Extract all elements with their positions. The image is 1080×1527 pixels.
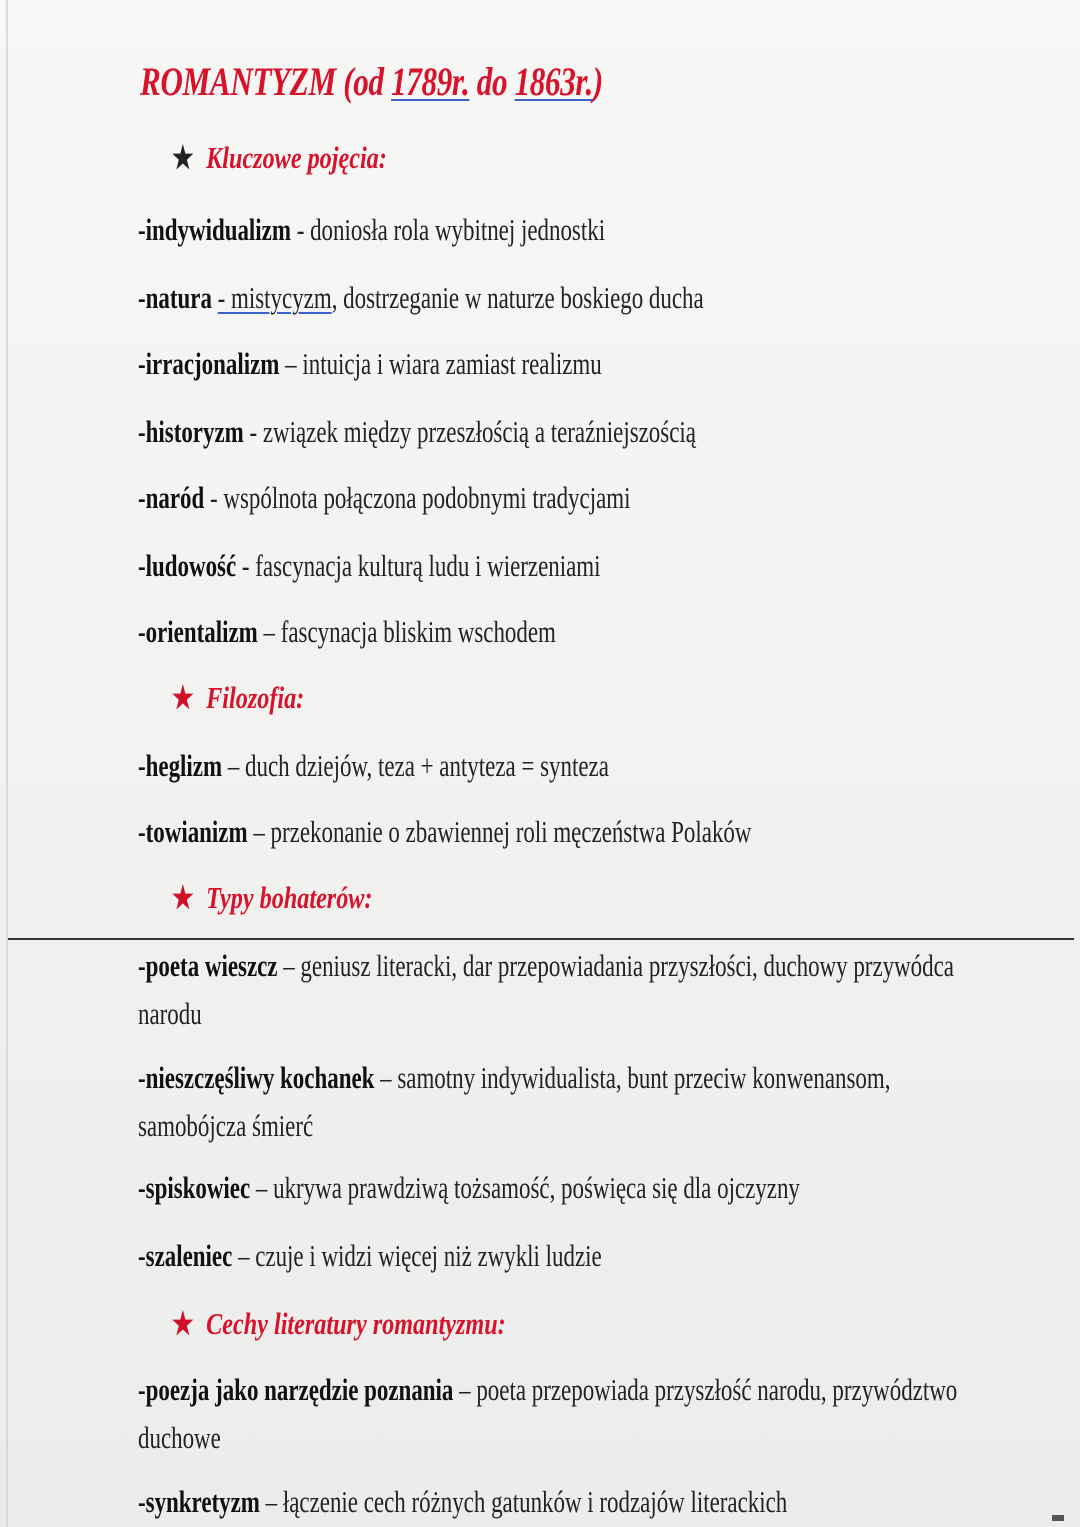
entry-historyzm: -historyzm - związek między przeszłością a teraźniejszością xyxy=(138,414,696,449)
heading-bohaterowie: ★ Typy bohaterów: xyxy=(172,880,373,915)
entry-poeta-wieszcz: -poeta wieszcz – geniusz literacki, dar przepowiadania przyszłości, duchowy przywódca narodu xyxy=(138,948,954,1031)
page-fold-divider xyxy=(8,938,1074,940)
heading-kluczowe: ★ Kluczowe pojęcia: xyxy=(172,140,387,175)
heading-cechy: ★ Cechy literatury romantyzmu: xyxy=(172,1306,506,1341)
entry-szaleniec: -szaleniec – czuje i widzi więcej niż zwykli ludzie xyxy=(138,1238,602,1273)
entry-irracjonalizm: -irracjonalizm – intuicja i wiara zamiast realizmu xyxy=(138,346,602,381)
page-title: ROMANTYZM (od 1789r. do 1863r.) xyxy=(140,59,603,104)
heading-filozofia: ★ Filozofia: xyxy=(172,680,305,715)
page-edge xyxy=(6,0,8,1527)
scan-artifact xyxy=(1052,1515,1064,1521)
title-year-start: 1789r. xyxy=(391,59,470,104)
entry-narod: -naród - wspólnota połączona podobnymi tradycjami xyxy=(138,480,631,515)
entry-poezja-narzedzie: -poezja jako narzędzie poznania – poeta przepowiada przyszłość narodu, przywództwo duchowe xyxy=(138,1372,958,1455)
entry-ludowosc: -ludowość - fascynacja kulturą ludu i wierzeniami xyxy=(138,548,601,583)
star-icon: ★ xyxy=(172,680,194,715)
entry-orientalizm: -orientalizm – fascynacja bliskim wschodem xyxy=(138,614,556,649)
entry-synkretyzm: -synkretyzm – łączenie cech różnych gatunków i rodzajów literackich xyxy=(138,1484,788,1519)
entry-towianizm: -towianizm – przekonanie o zbawiennej roli męczeństwa Polaków xyxy=(138,814,752,849)
entry-natura: -natura - mistycyzm, dostrzeganie w naturze boskiego ducha xyxy=(138,280,704,315)
title-year-end: 1863r. xyxy=(514,59,593,104)
star-icon: ★ xyxy=(172,880,194,915)
entry-indywidualizm: -indywidualizm - doniosła rola wybitnej jednostki xyxy=(138,212,606,247)
mistycyzm-link: - mistycyzm xyxy=(217,280,332,315)
star-icon: ★ xyxy=(172,140,194,175)
entry-spiskowiec: -spiskowiec – ukrywa prawdziwą tożsamość, poświęca się dla ojczyzny xyxy=(138,1170,800,1205)
entry-heglizm: -heglizm – duch dziejów, teza + antyteza = synteza xyxy=(138,748,609,783)
entry-nieszczesliwy-kochanek: -nieszczęśliwy kochanek – samotny indywidualista, bunt przeciw konwenansom, samobójcza śmierć xyxy=(138,1060,891,1143)
star-icon: ★ xyxy=(172,1306,194,1341)
